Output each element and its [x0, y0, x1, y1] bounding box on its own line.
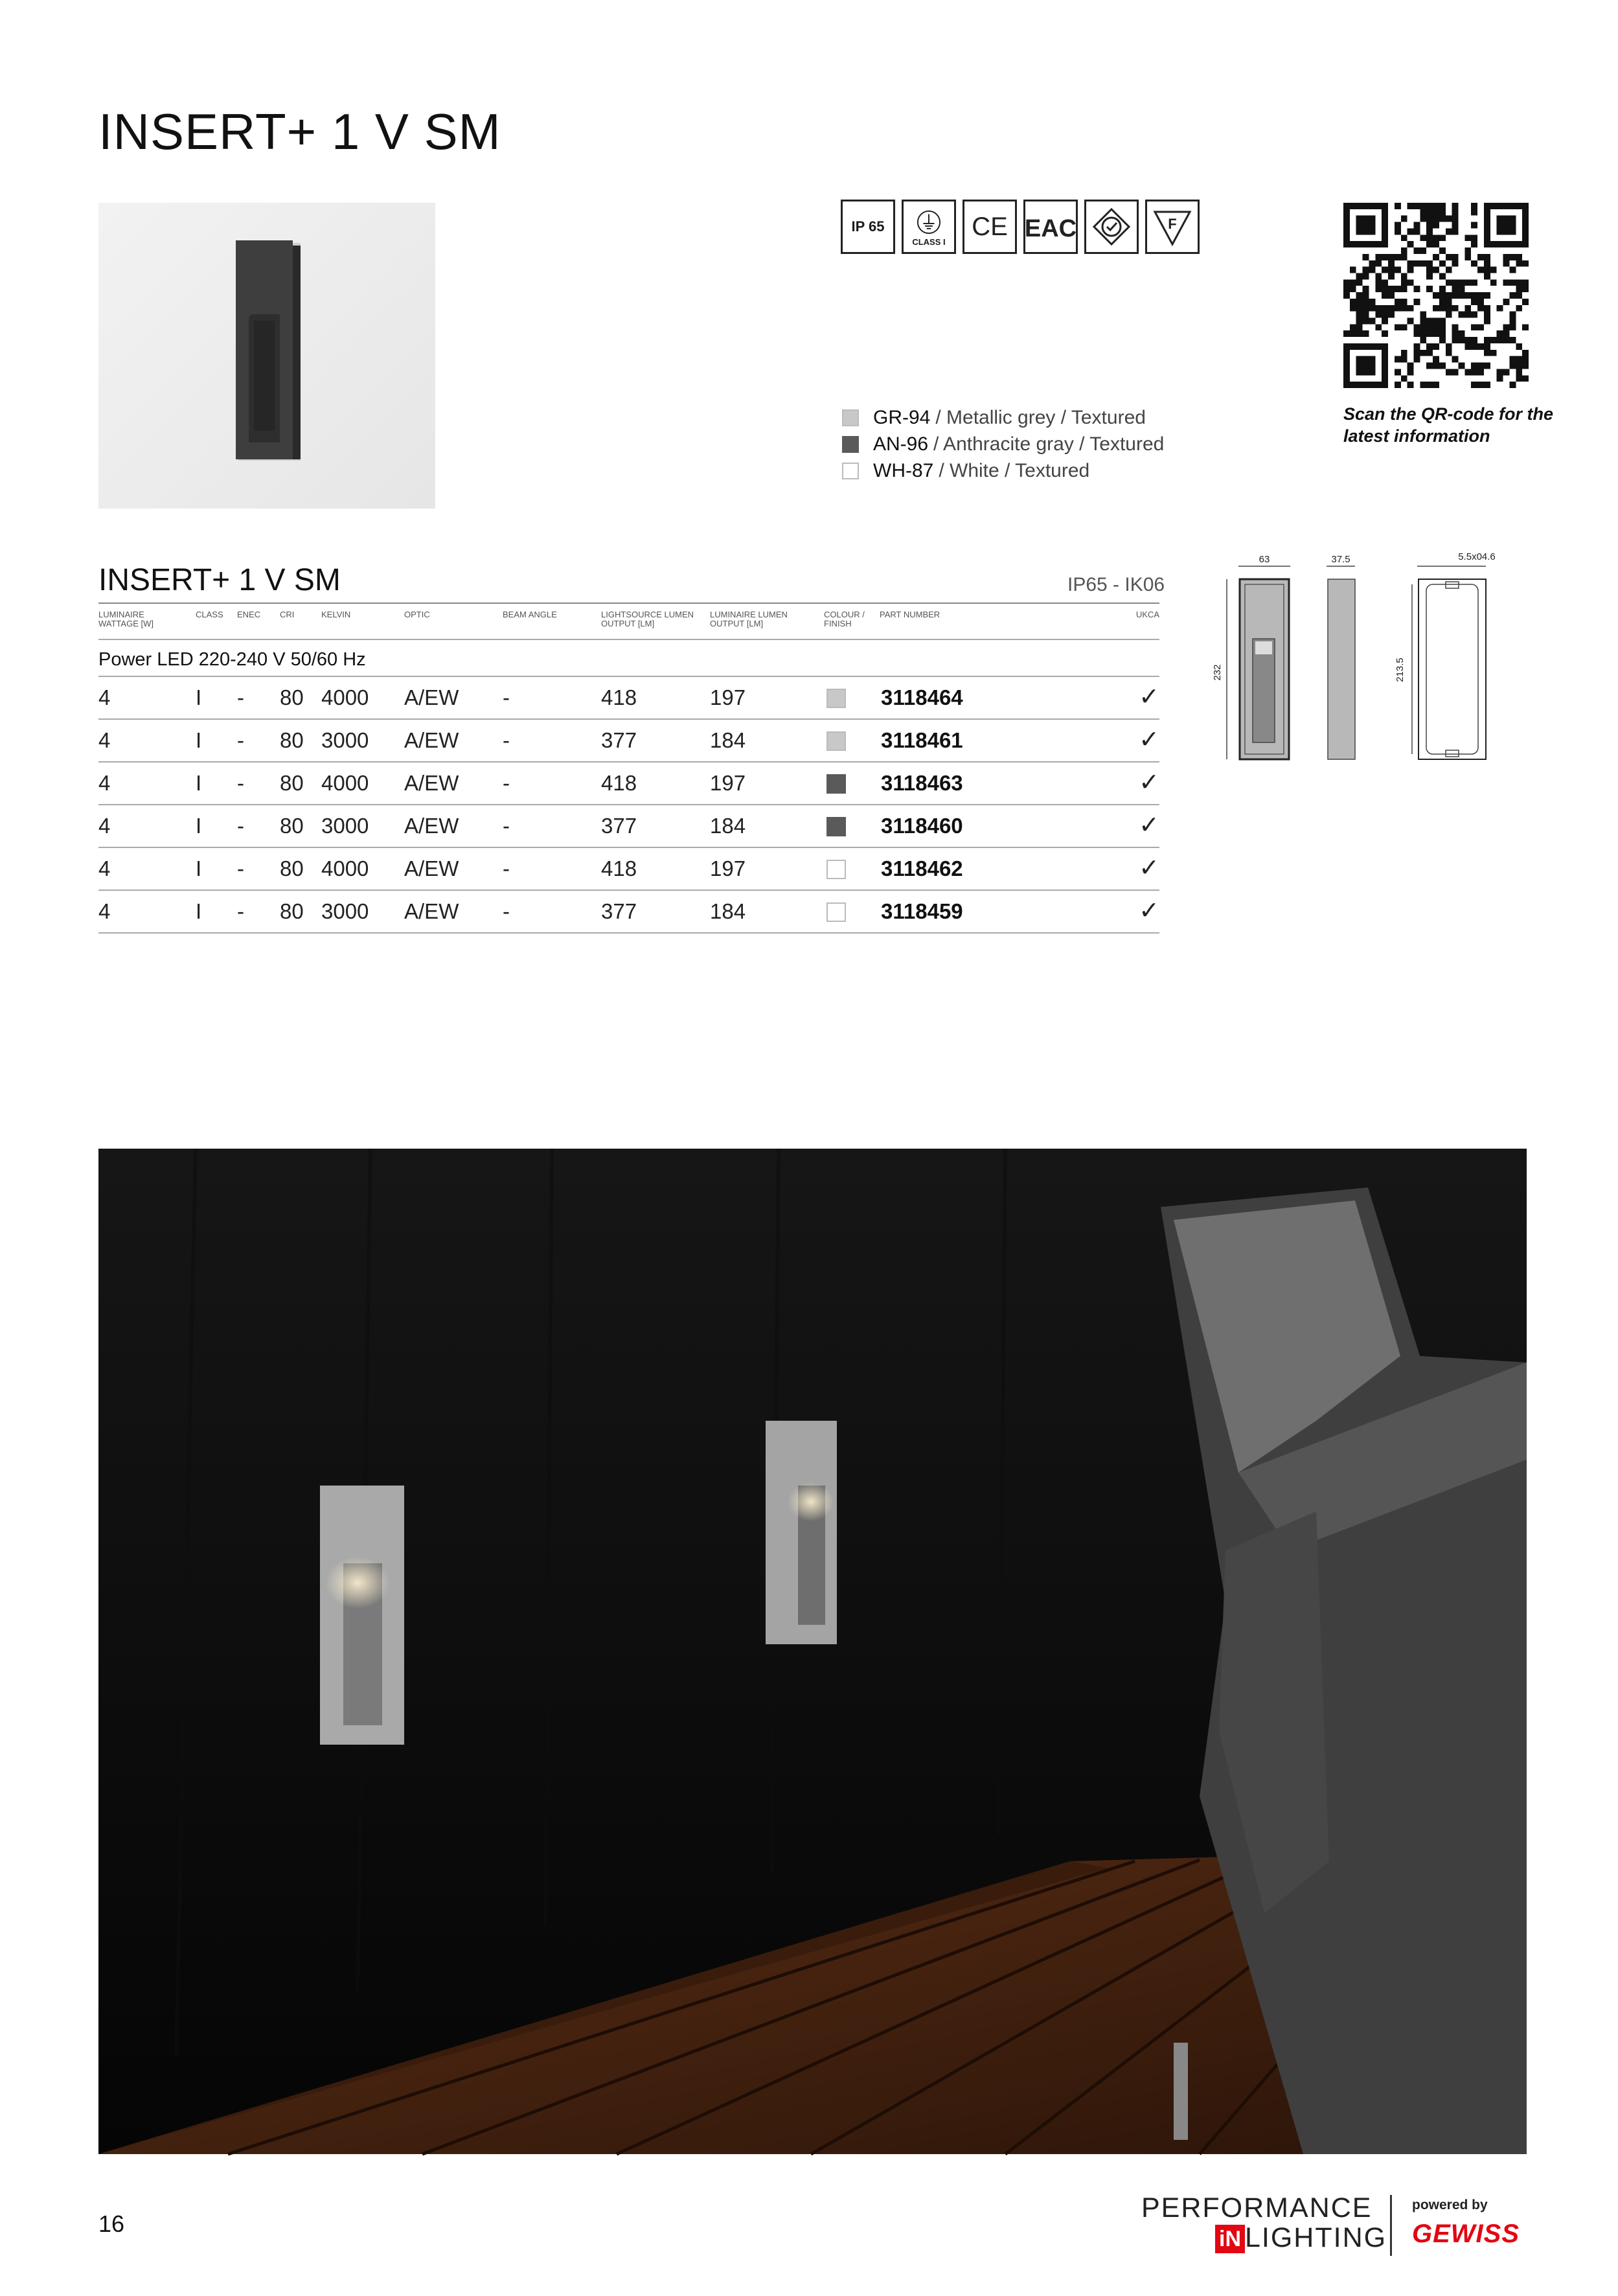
col-ls-lumen: LIGHTSOURCE LUMEN OUTPUT [LM]	[601, 610, 694, 628]
scene-image	[98, 1149, 1527, 2154]
cell-ls: 377	[601, 728, 637, 752]
ukca-check-icon: ✓	[1139, 769, 1159, 796]
part-number[interactable]: 3118461	[881, 728, 963, 752]
cell-lum: 197	[710, 856, 746, 880]
cell-cls: I	[196, 771, 202, 795]
table-row	[98, 763, 1159, 805]
col-colour: COLOUR / FINISH	[824, 610, 865, 628]
cell-k: 3000	[321, 728, 369, 752]
ukca-check-icon: ✓	[1139, 855, 1159, 882]
cell-k: 4000	[321, 771, 369, 795]
col-wattage: LUMINAIRE WATTAGE [W]	[98, 610, 154, 628]
gewiss-logo: GEWISS	[1412, 2220, 1520, 2248]
part-number[interactable]: 3118462	[881, 856, 963, 880]
cell-ls: 418	[601, 685, 637, 709]
brand-in-logo: iN	[1215, 2225, 1245, 2253]
col-cri: CRI	[280, 610, 295, 619]
finish-swatch	[826, 689, 846, 708]
class-i-icon: CLASS I	[902, 200, 956, 254]
swatch-anthracite	[842, 436, 859, 453]
footer-divider	[1390, 2195, 1392, 2256]
cell-enec: -	[237, 771, 244, 795]
dim-inner-height: 213.5	[1395, 658, 1406, 682]
cell-beam: -	[503, 685, 510, 709]
cell-cls: I	[196, 728, 202, 752]
dimension-drawings	[1211, 551, 1561, 764]
cell-ls: 418	[601, 771, 637, 795]
cell-ls: 418	[601, 856, 637, 880]
cell-optic: A/EW	[404, 771, 459, 795]
cell-lum: 184	[710, 814, 746, 838]
certification-icons	[841, 200, 1200, 257]
product-table	[98, 603, 1159, 934]
finish-swatch	[826, 774, 846, 794]
svg-text:CE: CE	[972, 212, 1008, 241]
cell-cls: I	[196, 899, 202, 923]
col-lum-lumen: LUMINAIRE LUMEN OUTPUT [LM]	[710, 610, 788, 628]
cell-beam: -	[503, 899, 510, 923]
page-title: INSERT+ 1 V SM	[98, 103, 501, 160]
brand-lighting: LIGHTING	[1245, 2222, 1387, 2253]
rcm-mark-icon	[1084, 200, 1139, 254]
part-number[interactable]: 3118464	[881, 685, 963, 709]
cell-k: 3000	[321, 899, 369, 923]
cell-cri: 80	[280, 771, 304, 795]
cell-w: 4	[98, 685, 111, 709]
cell-cri: 80	[280, 899, 304, 923]
finish-item: WH-87 / White / Textured	[842, 457, 1164, 484]
finish-legend	[842, 404, 1164, 484]
cell-w: 4	[98, 856, 111, 880]
cell-w: 4	[98, 814, 111, 838]
cell-optic: A/EW	[404, 814, 459, 838]
col-beam: BEAM ANGLE	[503, 610, 557, 619]
part-number[interactable]: 3118459	[881, 899, 963, 923]
table-row	[98, 677, 1159, 720]
powered-by-label: powered by	[1412, 2198, 1488, 2212]
finish-swatch	[826, 817, 846, 836]
cell-cls: I	[196, 856, 202, 880]
cell-cri: 80	[280, 814, 304, 838]
cell-enec: -	[237, 856, 244, 880]
cell-enec: -	[237, 728, 244, 752]
product-photo	[98, 203, 435, 509]
cell-k: 4000	[321, 685, 369, 709]
table-header	[98, 603, 1159, 640]
table-row	[98, 720, 1159, 763]
cell-cri: 80	[280, 728, 304, 752]
ukca-check-icon: ✓	[1139, 812, 1159, 839]
cell-k: 3000	[321, 814, 369, 838]
cell-lum: 184	[710, 728, 746, 752]
cell-optic: A/EW	[404, 856, 459, 880]
qr-caption: Scan the QR-code for the latest information	[1343, 404, 1554, 446]
cell-cls: I	[196, 685, 202, 709]
cell-w: 4	[98, 771, 111, 795]
cell-optic: A/EW	[404, 685, 459, 709]
cell-optic: A/EW	[404, 899, 459, 923]
table-row	[98, 848, 1159, 891]
cell-w: 4	[98, 899, 111, 923]
cell-enec: -	[237, 814, 244, 838]
cell-lum: 197	[710, 685, 746, 709]
finish-item: GR-94 / Metallic grey / Textured	[842, 404, 1164, 431]
swatch-grey	[842, 409, 859, 426]
table-row	[98, 805, 1159, 848]
cell-beam: -	[503, 856, 510, 880]
ip65-icon: IP 65	[841, 200, 895, 254]
finish-swatch	[826, 860, 846, 879]
section-title: INSERT+ 1 V SM	[98, 563, 341, 597]
cell-cri: 80	[280, 856, 304, 880]
cell-k: 4000	[321, 856, 369, 880]
col-class: CLASS	[196, 610, 223, 619]
cell-ls: 377	[601, 814, 637, 838]
eac-mark-icon	[1023, 200, 1078, 254]
col-kelvin: KELVIN	[321, 610, 351, 619]
cell-enec: -	[237, 899, 244, 923]
ukca-check-icon: ✓	[1139, 683, 1159, 711]
finish-swatch	[826, 731, 846, 751]
f-mark-icon	[1145, 200, 1200, 254]
cell-lum: 197	[710, 771, 746, 795]
dim-width: 63	[1259, 554, 1270, 565]
dim-height: 232	[1212, 664, 1223, 681]
cell-enec: -	[237, 685, 244, 709]
qr-code[interactable]	[1343, 203, 1529, 388]
luminaire-product-image	[98, 203, 435, 509]
group-label: Power LED 220-240 V 50/60 Hz	[98, 640, 1159, 677]
ip-rating: IP65 - IK06	[1067, 574, 1165, 595]
cell-beam: -	[503, 771, 510, 795]
cell-lum: 184	[710, 899, 746, 923]
swatch-white	[842, 463, 859, 479]
col-ukca: UKCA	[1135, 610, 1159, 619]
svg-text:F: F	[1168, 216, 1177, 232]
part-number[interactable]: 3118460	[881, 814, 963, 838]
page-number: 16	[98, 2210, 125, 2237]
finish-swatch	[826, 902, 846, 922]
dim-depth: 37.5	[1331, 554, 1350, 565]
cell-ls: 377	[601, 899, 637, 923]
ce-mark-icon	[963, 200, 1017, 254]
part-number[interactable]: 3118463	[881, 771, 963, 795]
brand-performance: PERFORMANCE	[1141, 2192, 1373, 2223]
cell-cri: 80	[280, 685, 304, 709]
cell-optic: A/EW	[404, 728, 459, 752]
col-optic: OPTIC	[404, 610, 430, 619]
ukca-check-icon: ✓	[1139, 726, 1159, 753]
application-photo	[98, 1149, 1527, 2154]
cell-beam: -	[503, 814, 510, 838]
cell-w: 4	[98, 728, 111, 752]
cell-beam: -	[503, 728, 510, 752]
dim-hole: 5.5x04.6	[1458, 551, 1496, 562]
ukca-check-icon: ✓	[1139, 897, 1159, 924]
finish-item: AN-96 / Anthracite gray / Textured	[842, 431, 1164, 457]
cell-cls: I	[196, 814, 202, 838]
col-enec: ENEC	[237, 610, 261, 619]
col-part: PART NUMBER	[880, 610, 940, 619]
table-row	[98, 891, 1159, 934]
svg-text:EAC: EAC	[1024, 215, 1077, 242]
